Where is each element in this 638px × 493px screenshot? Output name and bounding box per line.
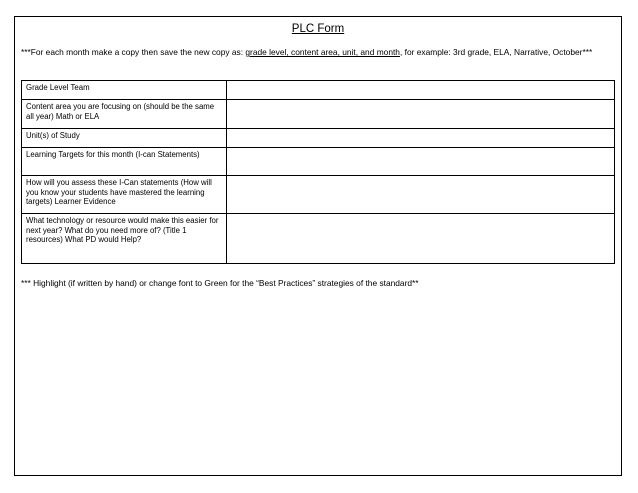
- row-value-learning-targets[interactable]: [227, 148, 615, 176]
- table-row: [22, 214, 615, 264]
- table-row: [22, 148, 615, 176]
- row-value-units-of-study[interactable]: [227, 129, 615, 148]
- row-value-technology-resources[interactable]: [227, 214, 615, 264]
- row-label-content-area: Content area you are focusing on (should be the same all year) Math or ELA: [22, 100, 227, 129]
- form-title: PLC Form: [291, 23, 345, 35]
- row-label-technology-resources: What technology or resource would make this easier for next year? What do you need more of? (Title 1 resources) What PD would Help?: [22, 214, 227, 264]
- row-label-grade-level-team: Grade Level Team: [22, 81, 227, 100]
- row-value-assessment[interactable]: [227, 176, 615, 214]
- row-label-units-of-study: Unit(s) of Study: [22, 129, 227, 148]
- row-value-grade-level-team[interactable]: [227, 81, 615, 100]
- plc-form-table: [21, 80, 615, 264]
- form-page: [14, 16, 622, 476]
- table-row: [22, 129, 615, 148]
- row-value-content-area[interactable]: [227, 100, 615, 129]
- save-instructions: [21, 46, 611, 58]
- row-label-assessment: How will you assess these I-Can statements (How will you know your students have mastered the learning targets) Learner Evidence: [22, 176, 227, 214]
- table-row: [22, 176, 615, 214]
- instructions-example: , for example: 3rd grade, ELA, Narrative, October***: [399, 47, 593, 57]
- table-row: [22, 81, 615, 100]
- instructions-intro: ***For each month make a copy then save the new copy as:: [21, 47, 246, 57]
- best-practices-note: *** Highlight (if written by hand) or change font to Green for the “Best Practices” strategies of the standard**: [21, 278, 419, 288]
- row-label-learning-targets: Learning Targets for this month (I-can Statements): [22, 148, 227, 176]
- naming-convention: grade level, content area, unit, and month: [245, 47, 400, 57]
- table-row: [22, 100, 615, 129]
